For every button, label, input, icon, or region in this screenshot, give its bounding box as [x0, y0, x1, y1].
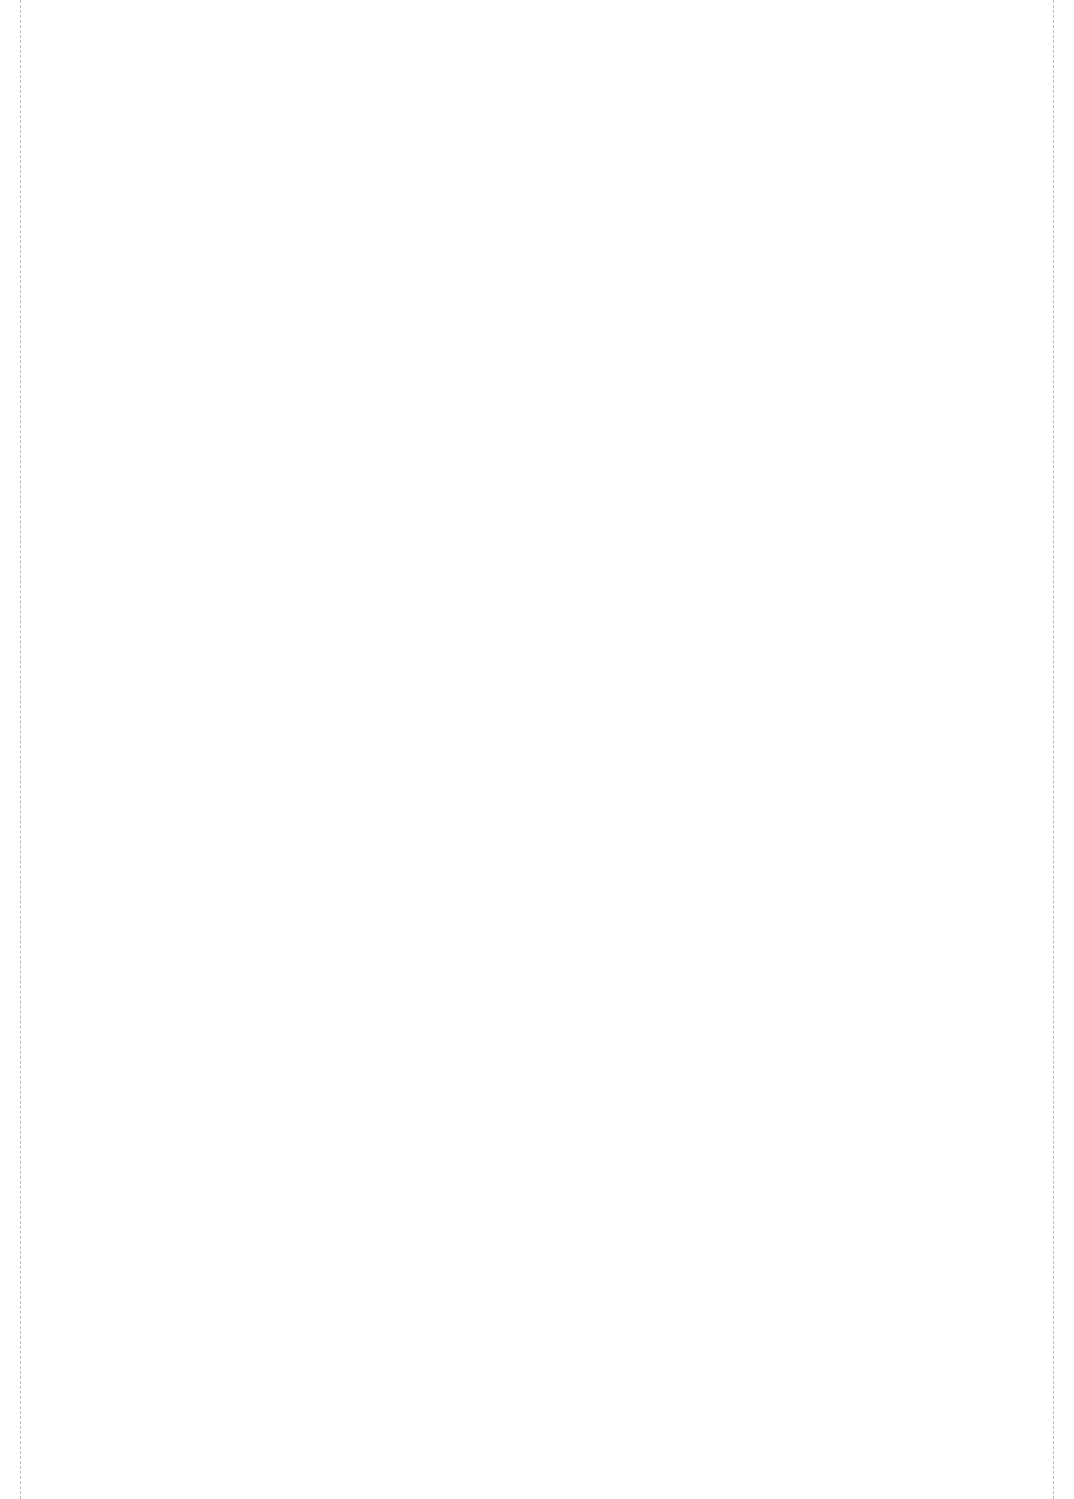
watermark-strip-right [1053, 0, 1074, 1499]
watermark-strip-left [0, 0, 21, 1499]
